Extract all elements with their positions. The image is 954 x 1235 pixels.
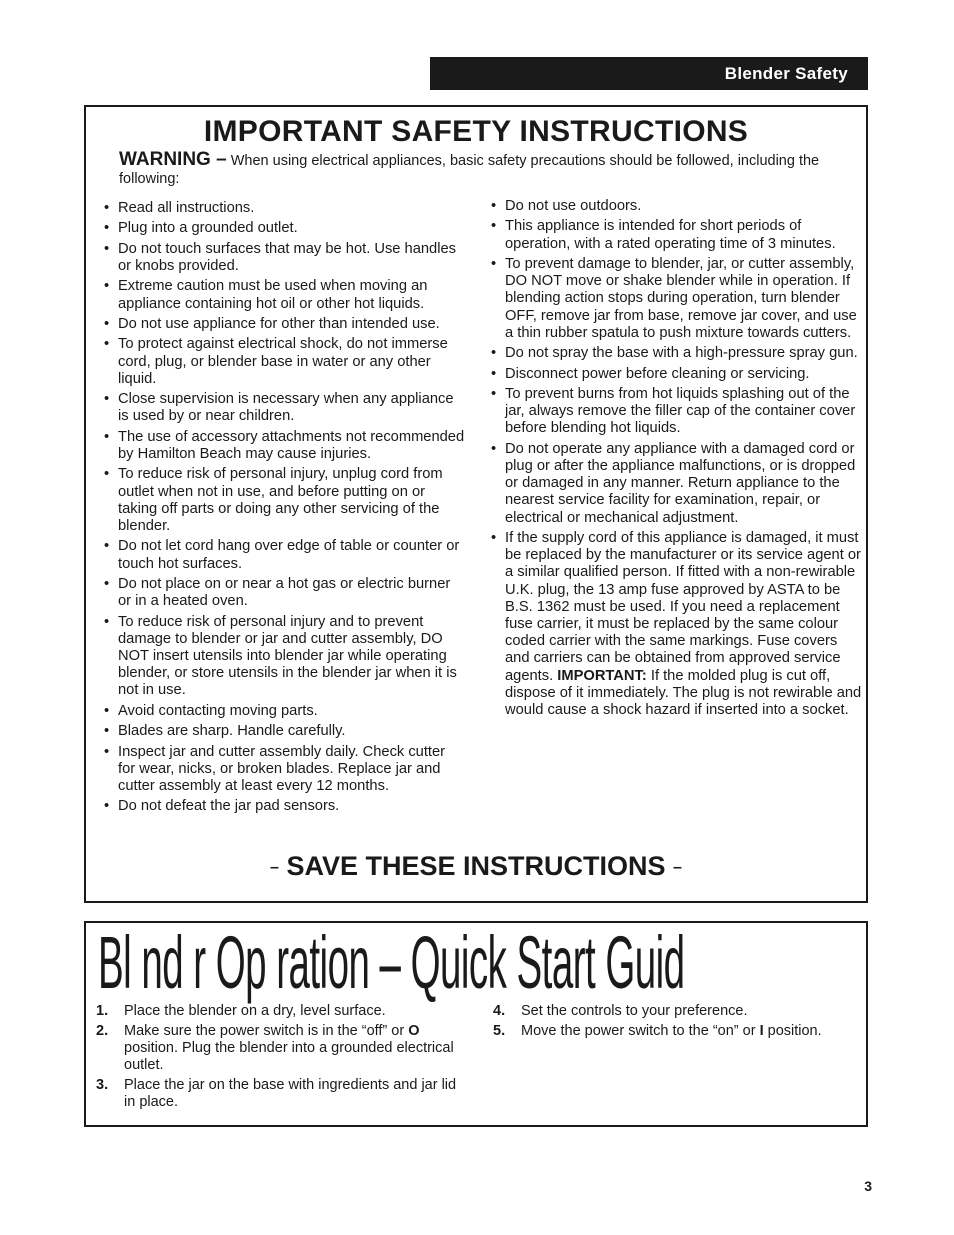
on-symbol: I xyxy=(759,1023,764,1039)
list-item: • Read all instructions. xyxy=(104,200,466,217)
step-item xyxy=(96,1023,466,1074)
list-item: • Plug into a grounded outlet. xyxy=(104,220,466,237)
safety-instructions-box xyxy=(84,105,868,903)
list-item: • To protect against electrical shock, do not immerse cord, plug, or blender base in water or any other liquid. xyxy=(104,336,466,388)
section-tab xyxy=(430,57,868,90)
save-instructions-heading xyxy=(86,851,866,882)
list-item: • Do not spray the base with a high-pressure spray gun. xyxy=(491,345,863,362)
step-number: 5. xyxy=(493,1023,506,1039)
section-tab-label: Blender Safety xyxy=(724,63,848,83)
step-number: 3. xyxy=(96,1077,109,1093)
quick-start-title: Bl nd r Op ration – Quick Start Guid xyxy=(98,921,685,1004)
page-number: 3 xyxy=(864,1178,872,1194)
step-text: Set the controls to your preference. xyxy=(521,1003,748,1019)
step-number: 2. xyxy=(96,1023,109,1039)
supply-cord-text: If the supply cord of this appliance is damaged, it must be replaced by the manufacturer or its service agent or a similar qualified person. If fitted with a non-rewirable U.K. plug, the 13 amp fuse approved by ASTA to be B.S. 1362 must be used. If you need a replacement fuse carrier, it must be replaced by the same colour coded carrier with the same markings. Fuse covers and carriers can be obtained from approved service agents. xyxy=(505,529,861,684)
list-item: • To reduce risk of personal injury and to prevent damage to blender or jar and cutter assembly, DO NOT insert utensils into blender jar while operating blender, or store utensils in the blender jar when it is not in use. xyxy=(104,614,466,700)
step-item xyxy=(493,1003,863,1020)
safety-list-left xyxy=(104,200,466,819)
step-text: Place the jar on the base with ingredients and jar lid in place. xyxy=(124,1077,457,1110)
step-item xyxy=(96,1077,466,1111)
list-item: • The use of accessory attachments not recommended by Hamilton Beach may cause injuries. xyxy=(104,429,466,463)
list-item: • Do not operate any appliance with a damaged cord or plug or after the appliance malfunctions, or is dropped or damaged in any manner. Return appliance to the nearest service facility for examination, repair, or electrical or mechanical adjustment. xyxy=(491,441,863,527)
step-item xyxy=(493,1023,863,1040)
off-symbol: O xyxy=(408,1023,420,1039)
list-item: • To reduce risk of personal injury, unplug cord from outlet when not in use, and before putting on or taking off parts or doing any other servicing of the blender. xyxy=(104,466,466,535)
list-item: • Extreme caution must be used when moving an appliance containing hot oil or other hot liquids. xyxy=(104,278,466,312)
step-text-before: Move the power switch to the “on” or xyxy=(521,1023,756,1039)
step-text-after: position. xyxy=(767,1023,822,1039)
safety-list-right xyxy=(491,198,863,722)
save-text: SAVE THESE INSTRUCTIONS xyxy=(286,851,666,881)
list-item: • Close supervision is necessary when any appliance is used by or near children. xyxy=(104,391,466,425)
list-item: • Inspect jar and cutter assembly daily. Check cutter for wear, nicks, or broken blades. Replace jar and cutter assembly at least every 12 months. xyxy=(104,744,466,796)
step-text: Place the blender on a dry, level surface. xyxy=(124,1003,386,1019)
list-item: • Do not touch surfaces that may be hot. Use handles or knobs provided. xyxy=(104,241,466,275)
list-item: • Avoid contacting moving parts. xyxy=(104,703,466,720)
step-text-before: Make sure the power switch is in the “off” or xyxy=(124,1023,405,1039)
list-item: • Do not place on or near a hot gas or electric burner or in a heated oven. xyxy=(104,576,466,610)
list-item: • Blades are sharp. Handle carefully. xyxy=(104,723,466,740)
step-number: 4. xyxy=(493,1003,506,1019)
list-item: • To prevent damage to blender, jar, or cutter assembly, DO NOT move or shake blender while in operation. If blending action stops during operation, turn blender OFF, remove jar from base, remove jar cover, and use a thin rubber spatula to push mixture towards cutters. xyxy=(491,256,863,342)
step-text-after: position. Plug the blender into a grounded electrical outlet. xyxy=(124,1040,454,1073)
important-text: If the molded plug is cut off, dispose of it immediately. The plug is not rewirable and would cause a shock hazard if inserted into a socket. xyxy=(505,667,862,718)
warning-lead: WARNING – xyxy=(119,149,227,170)
list-item-supply-cord xyxy=(491,530,863,719)
save-dash-left: – xyxy=(270,858,279,876)
list-item: • Do not let cord hang over edge of table or counter or touch hot surfaces. xyxy=(104,538,466,572)
list-item: • To prevent burns from hot liquids splashing out of the jar, always remove the filler cap of the container cover before blending hot liquids. xyxy=(491,386,863,438)
save-dash-right: – xyxy=(673,858,682,876)
list-item: • Do not use outdoors. xyxy=(491,198,863,215)
step-item xyxy=(96,1003,466,1020)
list-item: • Disconnect power before cleaning or servicing. xyxy=(491,366,863,383)
quick-start-steps-left xyxy=(96,1003,466,1114)
important-label: IMPORTANT: xyxy=(557,667,647,684)
list-item: • Do not use appliance for other than intended use. xyxy=(104,316,466,333)
quick-start-steps-right xyxy=(493,1003,863,1043)
warning-text: When using electrical appliances, basic safety precautions should be followed, including the following: xyxy=(119,153,820,187)
safety-title: IMPORTANT SAFETY INSTRUCTIONS xyxy=(203,115,749,148)
step-number: 1. xyxy=(96,1003,109,1019)
list-item: • This appliance is intended for short periods of operation, with a rated operating time of 3 minutes. xyxy=(491,218,863,252)
warning-paragraph xyxy=(119,151,859,188)
quick-start-box xyxy=(84,921,868,1127)
list-item: • Do not defeat the jar pad sensors. xyxy=(104,798,466,815)
